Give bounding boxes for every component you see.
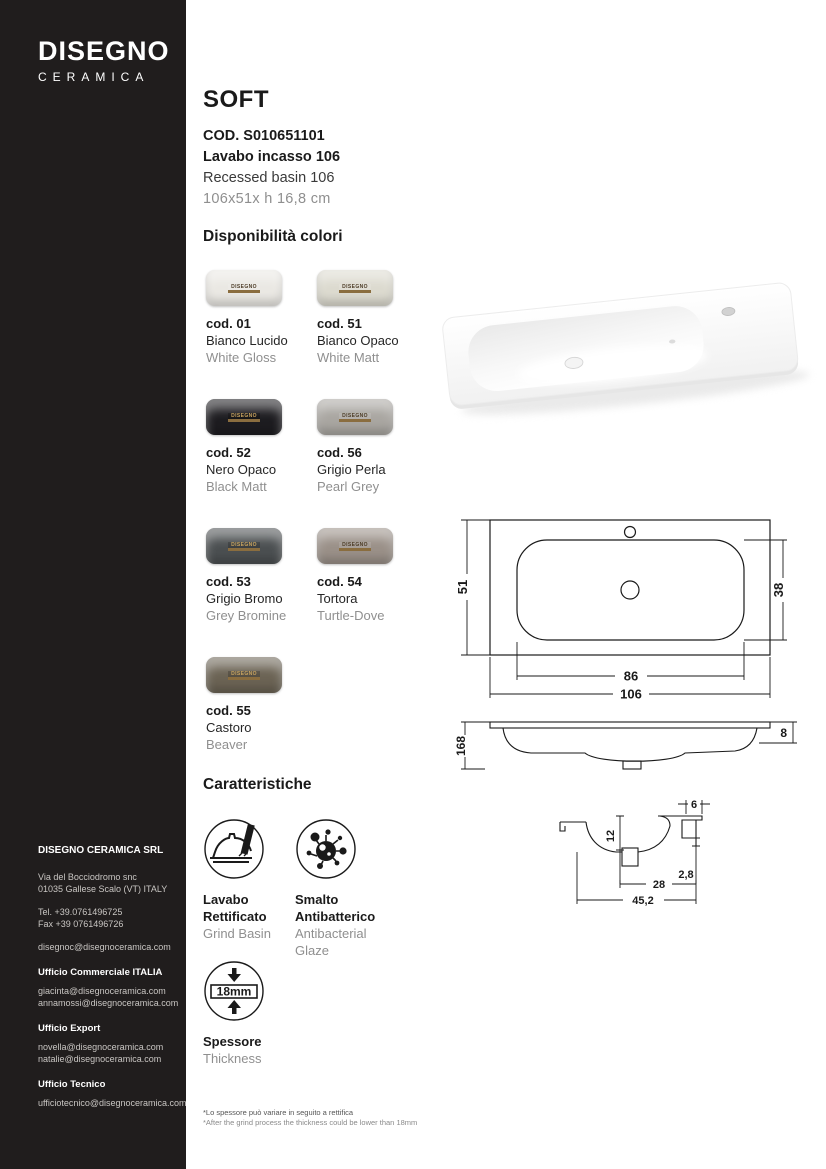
brand-subname: CERAMICA [38, 70, 150, 84]
chip-brand-label: DISEGNO [339, 413, 371, 422]
company-name: DISEGNO CERAMICA SRL [38, 845, 164, 856]
office-italy-email2: annamossi@disegnoceramica.com [38, 998, 179, 1008]
swatch-code: cod. 54 [317, 574, 362, 589]
feature-name-it: Smalto Antibatterico [295, 892, 376, 924]
swatch-code: cod. 55 [206, 703, 251, 718]
company-fax: Fax +39 0761496726 [38, 919, 124, 929]
brand-name: DISEGNO [38, 36, 170, 66]
swatch-name-it: Nero Opaco [206, 462, 277, 477]
swatch-code: cod. 51 [317, 316, 362, 331]
swatch-name-it: Grigio Perla [317, 462, 386, 477]
swatch-cod-54 [317, 528, 406, 624]
swatch-name-en: Black Matt [206, 479, 267, 494]
color-chip [317, 270, 393, 306]
front-bowl-outline [503, 728, 757, 761]
thickness-icon [203, 960, 265, 1022]
basin-render-group [442, 281, 811, 424]
antibacterial-icon [295, 818, 357, 880]
chip-brand-label: DISEGNO [228, 284, 260, 293]
chip-brand-label: DISEGNO [228, 413, 260, 422]
colors-heading: Disponibilità colori [203, 228, 343, 245]
front-slab [490, 722, 770, 728]
swatch-name-en: Beaver [206, 737, 248, 752]
office-tech-email1: ufficiotecnico@disegnoceramica.com [38, 1098, 187, 1108]
color-chip [206, 270, 282, 306]
brand-logo [38, 38, 170, 84]
feature-name-en: Thickness [203, 1051, 262, 1066]
color-chip [206, 528, 282, 564]
office-export-email2: natalie@disegnoceramica.com [38, 1054, 162, 1064]
feature-name-it: Lavabo Rettificato [203, 892, 267, 924]
front-drain [623, 761, 641, 769]
plan-bowl-rect [517, 540, 744, 640]
office-tech-title: Ufficio Tecnico [38, 1079, 106, 1090]
color-chip [206, 657, 282, 693]
swatch-name-en: Pearl Grey [317, 479, 380, 494]
features-heading: Caratteristiche [203, 776, 312, 793]
dim-51-label: 51 [455, 579, 470, 595]
color-chip [317, 399, 393, 435]
company-info [38, 845, 188, 1109]
feature-antibacterial [295, 818, 387, 959]
chip-brand-label: DISEGNO [228, 671, 260, 680]
office-italy-title: Ufficio Commerciale ITALIA [38, 967, 163, 978]
swatch-cod-55 [206, 657, 306, 753]
swatch-name-it: Grigio Bromo [206, 591, 283, 606]
swatch-name-en: Grey Bromine [206, 608, 287, 623]
chip-brand-label: DISEGNO [339, 542, 371, 551]
feature-name-it: Spessore [203, 1034, 262, 1049]
swatch-code: cod. 01 [206, 316, 251, 331]
main-content [186, 0, 826, 1169]
section-right-rim [658, 816, 702, 846]
swatch-name-en: White Gloss [206, 350, 277, 365]
product-name-it: Lavabo incasso 106 [203, 149, 341, 165]
feature-name-en: Antibacterial Glaze [295, 926, 367, 958]
basin-render-image [420, 252, 820, 434]
feature-thickness [203, 960, 295, 1067]
product-title: SOFT [203, 86, 269, 113]
company-tel: Tel. +39.0761496725 [38, 907, 123, 917]
swatch-name-it: Castoro [206, 720, 252, 735]
plan-faucet-hole [625, 527, 636, 538]
color-chip [317, 528, 393, 564]
section-bowl-right [638, 816, 670, 852]
swatch-code: cod. 52 [206, 445, 251, 460]
company-email: disegnoc@disegnoceramica.com [38, 942, 171, 952]
dim-28-label: 28 [652, 879, 666, 891]
product-code: COD. S010651101 [203, 128, 325, 144]
plan-drain-hole [621, 581, 639, 599]
swatch-cod-51 [317, 270, 406, 366]
product-code-block [203, 126, 340, 210]
dim-86-label: 86 [623, 668, 639, 684]
product-dimensions: 106x51x h 16,8 cm [203, 191, 331, 207]
dim-12-lines [616, 816, 624, 884]
thickness-value: 18mm [216, 984, 252, 999]
office-export-title: Ufficio Export [38, 1023, 101, 1034]
chip-brand-label: DISEGNO [228, 542, 260, 551]
swatch-code: cod. 53 [206, 574, 251, 589]
office-italy-email1: giacinta@disegnoceramica.com [38, 986, 166, 996]
footnote-line2: *After the grind process the thickness could be lower than 18mm [203, 1118, 418, 1127]
section-left-lip [560, 822, 586, 831]
company-address-line1: Via del Bocciodromo snc [38, 872, 137, 882]
dim-2-8-label: 2,8 [678, 869, 694, 881]
dim-8-label: 8 [780, 726, 787, 740]
dim-6-label: 6 [690, 799, 698, 811]
company-address-line2: 01035 Gallese Scalo (VT) ITALY [38, 884, 168, 894]
plan-drawing [435, 508, 815, 713]
dim-8-lines [759, 722, 797, 743]
swatch-cod-01 [206, 270, 295, 366]
sidebar [0, 0, 186, 1169]
feature-grind-basin [203, 818, 295, 942]
chip-brand-label: DISEGNO [339, 284, 371, 293]
dim-168-label: 168 [454, 735, 468, 757]
swatch-cod-53 [206, 528, 295, 624]
dim-106-label: 106 [620, 686, 642, 702]
front-drawing [435, 712, 815, 778]
swatch-name-it: Bianco Lucido [206, 333, 288, 348]
swatch-code: cod. 56 [317, 445, 362, 460]
section-drain [622, 848, 638, 866]
color-swatch-grid [206, 270, 406, 786]
product-name-en: Recessed basin 106 [203, 170, 335, 186]
swatch-name-it: Tortora [317, 591, 358, 606]
dim-38-label: 38 [771, 582, 786, 598]
swatch-cod-52 [206, 399, 295, 495]
feature-name-en: Grind Basin [203, 926, 271, 941]
grind-basin-icon [203, 818, 265, 880]
swatch-name-en: White Matt [317, 350, 380, 365]
swatch-cod-56 [317, 399, 406, 495]
footnote-line1: *Lo spessore può variare in seguito a rettifica [203, 1108, 354, 1117]
color-chip [206, 399, 282, 435]
swatch-name-it: Bianco Opaco [317, 333, 399, 348]
office-export-email1: novella@disegnoceramica.com [38, 1042, 164, 1052]
section-drawing [530, 792, 810, 920]
dim-12-label: 12 [605, 829, 617, 843]
footnote [203, 1108, 417, 1128]
swatch-name-en: Turtle-Dove [317, 608, 385, 623]
dim-45-2-label: 45,2 [632, 895, 654, 907]
